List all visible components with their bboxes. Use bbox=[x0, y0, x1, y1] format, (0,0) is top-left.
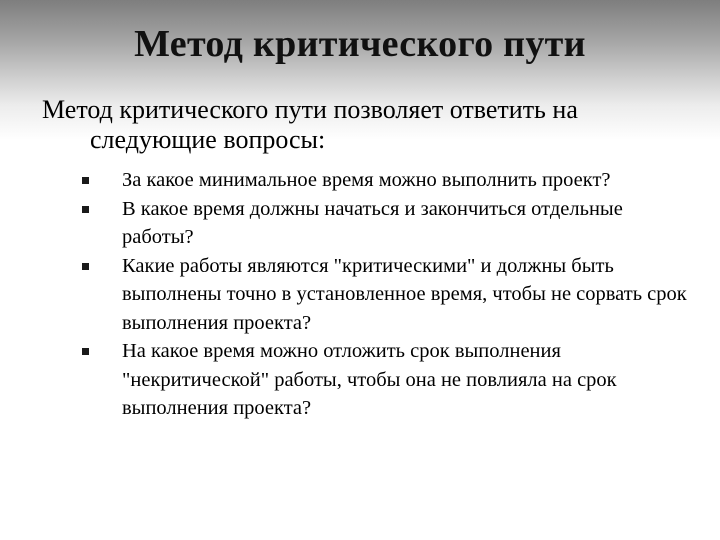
list-item bbox=[82, 337, 692, 423]
question-list bbox=[82, 166, 692, 423]
intro-paragraph bbox=[42, 95, 682, 155]
list-item bbox=[82, 195, 692, 252]
question-text: За какое минимальное время можно выполнить проект? bbox=[122, 169, 611, 191]
list-item bbox=[82, 166, 692, 195]
square-bullet-icon bbox=[82, 206, 89, 213]
square-bullet-icon bbox=[82, 177, 89, 184]
square-bullet-icon bbox=[82, 263, 89, 270]
question-text: В какое время должны начаться и закончиться отдельные работы? bbox=[122, 197, 623, 248]
slide-title: Метод критического пути bbox=[134, 23, 586, 65]
intro-line-2: следующие вопросы: bbox=[90, 125, 326, 154]
question-text: На какое время можно отложить срок выполнения "некритической" работы, чтобы она не повлияла на срок выполнения проекта? bbox=[122, 340, 617, 419]
question-text: Какие работы являются "критическими" и должны быть выполнены точно в установленное время, чтобы не сорвать срок выполнения проекта? bbox=[122, 254, 687, 334]
list-item bbox=[82, 252, 692, 338]
intro-line-1: Метод критического пути позволяет ответить на bbox=[42, 95, 578, 124]
square-bullet-icon bbox=[82, 348, 89, 355]
